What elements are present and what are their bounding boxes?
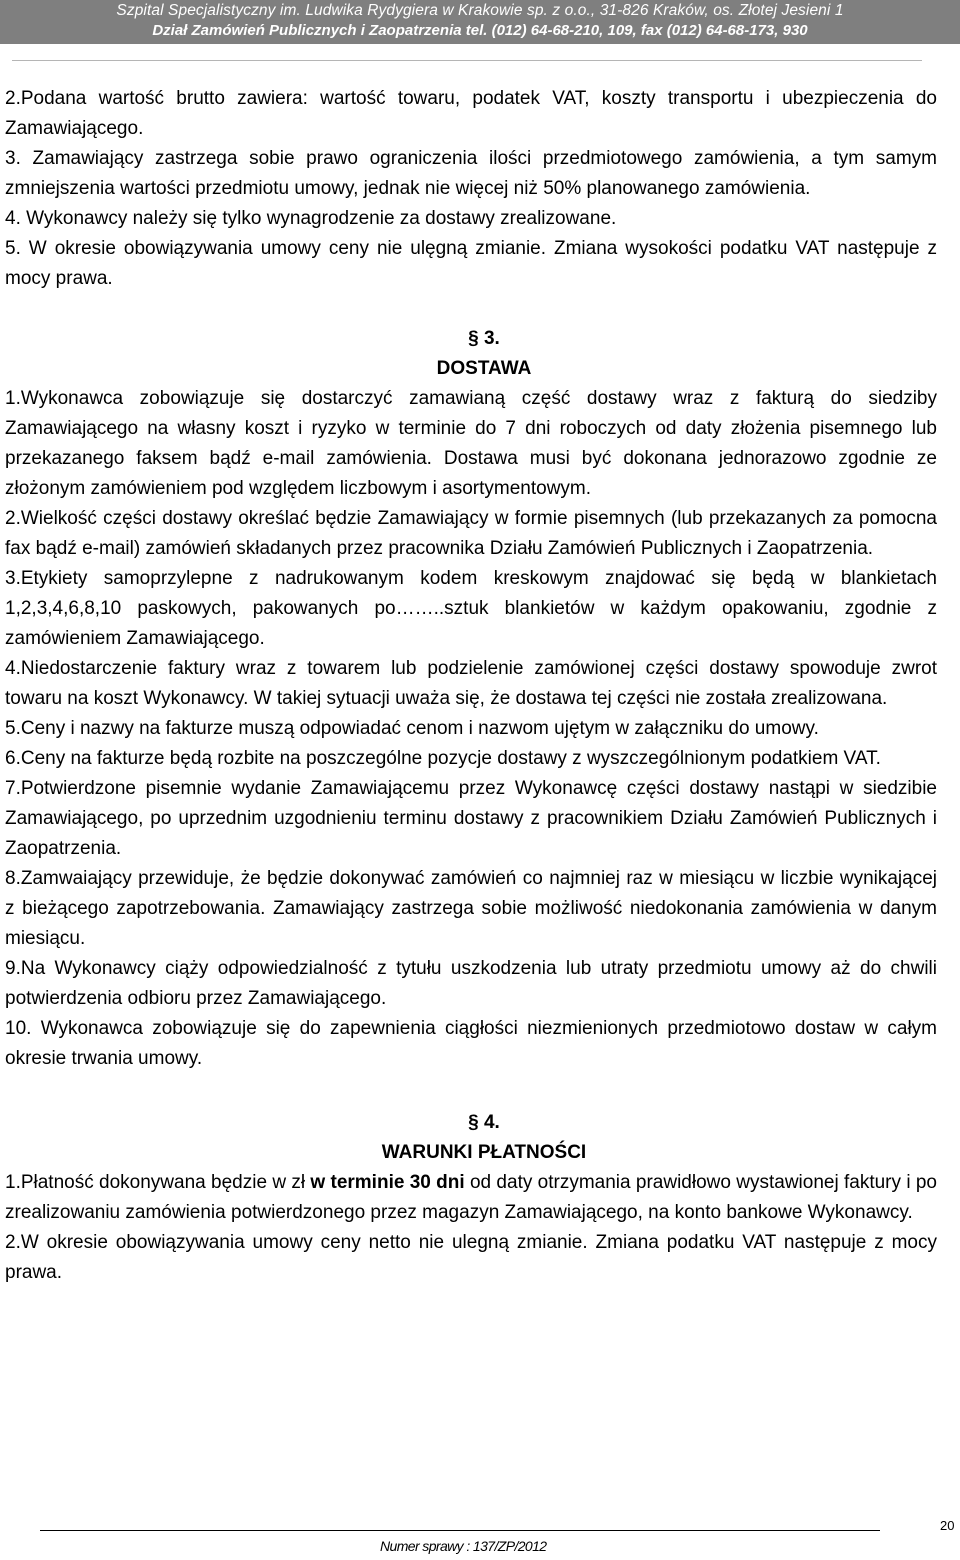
header-divider — [12, 60, 922, 61]
section-3-number: § 3. — [468, 328, 500, 349]
delivery-paragraph-10: 10. Wykonawca zobowiązuje się do zapewnienia ciągłości niezmienionych przedmiotowo dostaw w całym okresie trwania umowy. — [5, 1018, 937, 1069]
delivery-paragraph-6: 6.Ceny na fakturze będą rozbite na poszczególne pozycje dostawy z wyszczególnionym podatkiem VAT. — [5, 748, 881, 769]
spacer — [5, 294, 937, 324]
letterhead — [0, 0, 960, 44]
delivery-paragraph-8: 8.Zamwaiający przewiduje, że będzie dokonywać zamówień co najmniej raz w miesiącu w liczbie wynikającej z bieżącego zapotrzebowania. Zamawiający zastrzega sobie możliwość niedokonania zamówienia w danym miesiącu. — [5, 868, 937, 949]
payment-text-start: 1.Płatność dokonywana będzie w zł — [5, 1172, 311, 1193]
intro-paragraph-5: 5. W okresie obowiązywania umowy ceny nie ulęgną zmianie. Zmiana wysokości podatku VAT następuje z mocy prawa. — [5, 238, 937, 289]
intro-paragraph-3: 3. Zamawiający zastrzega sobie prawo ograniczenia ilości przedmiotowego zamówienia, a tym samym zmniejszenia wartości przedmiotu umowy, jednak nie więcej niż 50% planowanego zamówienia. — [5, 148, 937, 199]
letterhead-line-1: Szpital Specjalistyczny im. Ludwika Rydygiera w Krakowie sp. z o.o., 31-826 Kraków, os. Złotej Jesieni 1 — [116, 2, 844, 19]
section-3-title: DOSTAWA — [436, 358, 532, 379]
page-number: 20 — [940, 1518, 955, 1533]
payment-text-end: od daty otrzymania prawidłowo wystawionej faktury i po zrealizowaniu zamówienia potwierdzonego przez magazyn Zamawiającego, na konto bankowe Wykonawcy. — [5, 1172, 937, 1223]
case-number: Numer sprawy : 137/ZP/2012 — [380, 1538, 547, 1554]
delivery-paragraph-7: 7.Potwierdzone pisemnie wydanie Zamawiającemu przez Wykonawcę części dostawy nastąpi w siedzibie Zamawiającego, po uprzednim uzgodnieniu terminu dostawy z pracownikiem Działu Zamówień Publicznych i Zaopatrzenia. — [5, 778, 937, 859]
section-4-number: § 4. — [468, 1112, 500, 1133]
letterhead-line-2: Dział Zamówień Publicznych i Zaopatrzenia tel. (012) 64-68-210, 109, fax (012) 64-68-173, 930 — [152, 22, 808, 39]
delivery-paragraph-5: 5.Ceny i nazwy na fakturze muszą odpowiadać cenom i nazwom ujętym w załączniku do umowy. — [5, 718, 819, 739]
delivery-paragraph-2: 2.Wielkość części dostawy określać będzie Zamawiający w formie pisemnych (lub przekazanych za pomocna fax bądź e-mail) zamówień składanych przez pracownika Działu Zamówień Publicznych i Zaopatrzenia. — [5, 508, 937, 559]
payment-paragraph-2: 2.W okresie obowiązywania umowy ceny netto nie ulegną zmianie. Zmiana podatku VAT następuje z mocy prawa. — [5, 1232, 937, 1283]
payment-term-bold: w terminie 30 dni — [310, 1172, 465, 1193]
delivery-paragraph-3: 3.Etykiety samoprzylepne z nadrukowanym kodem kreskowym znajdować się będą w blankietach 1,2,3,4,6,8,10 paskowych, pakowanych po……..sztuk blankietów w każdym opakowaniu, zgodnie z zamówieniem Zamawiającego. — [5, 568, 937, 649]
document-body — [5, 84, 937, 1288]
delivery-paragraph-9: 9.Na Wykonawcy ciąży odpowiedzialność z tytułu uszkodzenia lub utraty przedmiotu umowy aż do chwili potwierdzenia odbioru przez Zamawiającego. — [5, 958, 937, 1009]
delivery-paragraph-1: 1.Wykonawca zobowiązuje się dostarczyć zamawianą część dostawy wraz z fakturą do siedziby Zamawiającego na własny koszt i ryzyko w terminie do 7 dni roboczych od daty złożenia pisemnego lub przekazanego faksem bądź e-mail zamówienia. Dostawa musi być dokonana jednorazowo zgodnie ze złożonym zamówieniem pod względem liczbowym i asortymentowym. — [5, 388, 937, 499]
payment-paragraph-1 — [5, 1168, 937, 1228]
intro-paragraph-4: 4. Wykonawcy należy się tylko wynagrodzenie za dostawy zrealizowane. — [5, 208, 617, 229]
intro-paragraph-2: 2.Podana wartość brutto zawiera: wartość towaru, podatek VAT, koszty transportu i ubezpieczenia do Zamawiającego. — [5, 88, 937, 139]
footer-divider — [40, 1530, 880, 1531]
section-4-title: WARUNKI PŁATNOŚCI — [381, 1142, 587, 1163]
delivery-paragraph-4: 4.Niedostarczenie faktury wraz z towarem lub podzielenie zamówionej części dostawy spowoduje zwrot towaru na koszt Wykonawcy. W takiej sytuacji uważa się, że dostawa tej części nie została zrealizowana. — [5, 658, 937, 709]
spacer — [5, 1074, 937, 1108]
